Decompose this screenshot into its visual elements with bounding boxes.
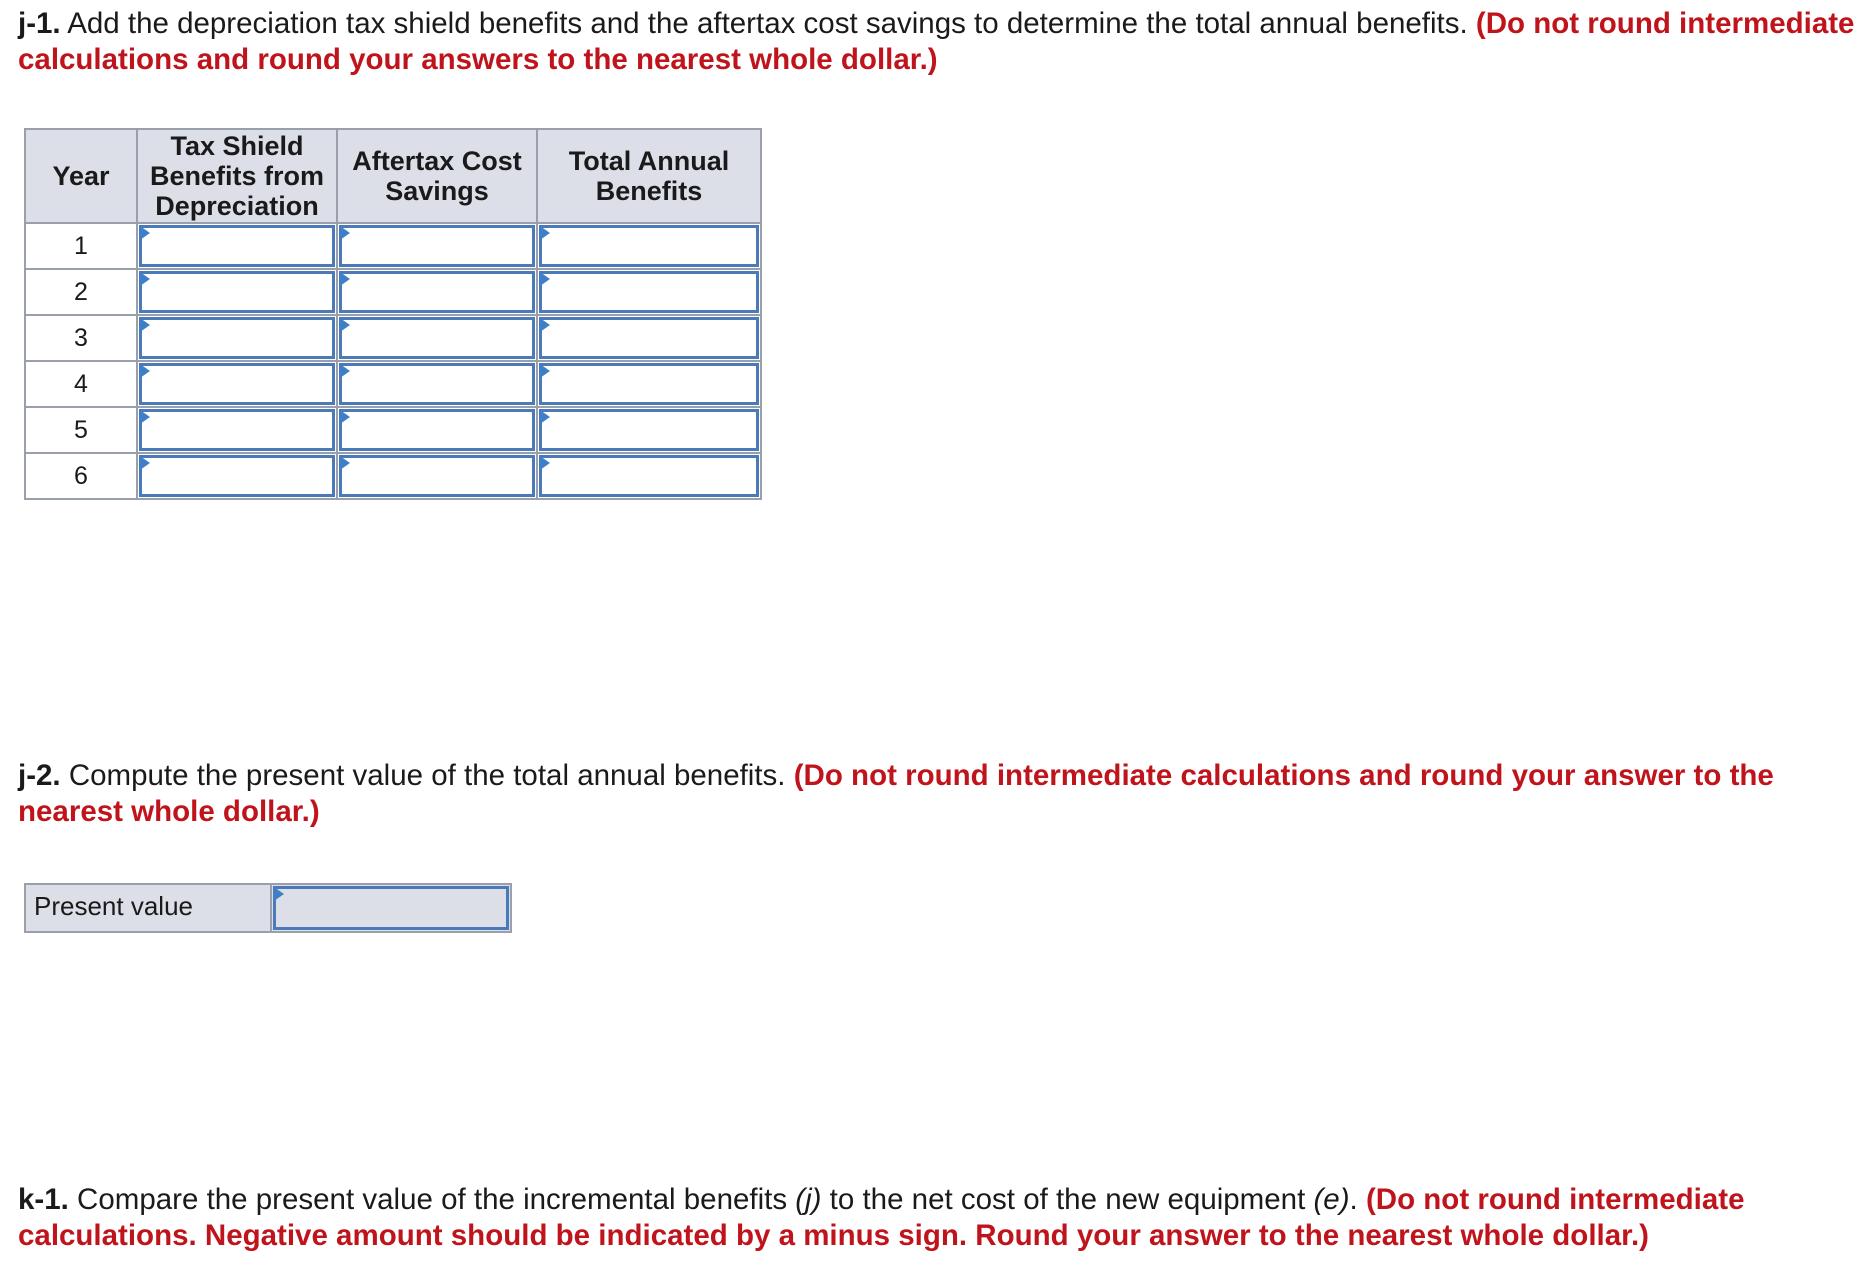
- instruction-note: (Do not round intermediate calculations and round your answers to the nearest whole dollar.): [18, 7, 1855, 76]
- aftertax-savings-input[interactable]: [337, 407, 537, 453]
- input-flag-icon: [140, 318, 150, 332]
- total-benefits-input[interactable]: [537, 269, 761, 315]
- input-box[interactable]: [139, 225, 335, 267]
- tax-shield-input[interactable]: [137, 361, 337, 407]
- aftertax-savings-input[interactable]: [337, 453, 537, 499]
- present-value-row: [24, 883, 512, 933]
- tax-shield-input[interactable]: [137, 269, 337, 315]
- input-box[interactable]: [339, 271, 535, 313]
- input-flag-icon: [340, 226, 350, 240]
- question-ref: (e): [1313, 1183, 1350, 1216]
- question-text: Compute the present value of the total annual benefits.: [60, 759, 794, 792]
- total-benefits-input[interactable]: [537, 361, 761, 407]
- instruction-note: (Do not round intermediate calculations and round your answer to the nearest whole dollar.): [18, 759, 1774, 828]
- header-aftertax-savings: Aftertax Cost Savings: [337, 129, 537, 223]
- input-box[interactable]: [139, 363, 335, 405]
- present-value-label: Present value: [26, 885, 272, 931]
- aftertax-savings-input[interactable]: [337, 361, 537, 407]
- header-tax-shield: Tax Shield Benefits from Depreciation: [137, 129, 337, 223]
- year-cell: 5: [25, 407, 137, 453]
- input-box[interactable]: [339, 317, 535, 359]
- question-label: k-1.: [18, 1183, 69, 1216]
- input-flag-icon: [140, 456, 150, 470]
- input-flag-icon: [540, 456, 550, 470]
- table-row: [25, 269, 761, 315]
- year-cell: 2: [25, 269, 137, 315]
- input-flag-icon: [340, 318, 350, 332]
- question-label: j-2.: [18, 759, 61, 792]
- question-text: to the net cost of the new equipment: [821, 1183, 1314, 1216]
- aftertax-savings-input[interactable]: [337, 269, 537, 315]
- input-flag-icon: [540, 364, 550, 378]
- input-box[interactable]: [539, 271, 759, 313]
- question-text: Compare the present value of the incremental benefits: [68, 1183, 796, 1216]
- input-flag-icon: [140, 272, 150, 286]
- input-flag-icon: [340, 456, 350, 470]
- table-row: [25, 223, 761, 269]
- instruction-note: (Do not round intermediate calculations. Negative amount should be indicated by a minus sign. Round your answer to the nearest whole dollar.): [18, 1183, 1745, 1252]
- question-j2: [18, 758, 1863, 830]
- table-row: [25, 315, 761, 361]
- total-benefits-input[interactable]: [537, 223, 761, 269]
- input-box[interactable]: [339, 225, 535, 267]
- input-flag-icon: [540, 226, 550, 240]
- input-box[interactable]: [339, 455, 535, 497]
- header-year: Year: [25, 129, 137, 223]
- aftertax-savings-input[interactable]: [337, 315, 537, 361]
- total-benefits-input[interactable]: [537, 315, 761, 361]
- input-box[interactable]: [339, 363, 535, 405]
- input-box[interactable]: [139, 455, 335, 497]
- input-box[interactable]: [339, 409, 535, 451]
- tax-shield-input[interactable]: [137, 223, 337, 269]
- present-value-input[interactable]: [272, 885, 510, 931]
- input-box[interactable]: [139, 271, 335, 313]
- header-total-benefits: Total Annual Benefits: [537, 129, 761, 223]
- input-box[interactable]: [139, 317, 335, 359]
- tax-shield-input[interactable]: [137, 315, 337, 361]
- aftertax-savings-input[interactable]: [337, 223, 537, 269]
- table-row: [25, 361, 761, 407]
- input-flag-icon: [540, 318, 550, 332]
- question-j1: [18, 6, 1863, 78]
- input-flag-icon: [340, 272, 350, 286]
- input-box[interactable]: [139, 409, 335, 451]
- year-cell: 6: [25, 453, 137, 499]
- table-row: [25, 407, 761, 453]
- input-box[interactable]: [539, 225, 759, 267]
- tax-shield-input[interactable]: [137, 407, 337, 453]
- question-ref: (j): [795, 1183, 822, 1216]
- table-row: [25, 453, 761, 499]
- input-box[interactable]: [273, 886, 509, 930]
- question-k1: [18, 1182, 1863, 1254]
- input-flag-icon: [140, 226, 150, 240]
- tax-shield-input[interactable]: [137, 453, 337, 499]
- question-label: j-1.: [18, 7, 61, 40]
- input-box[interactable]: [539, 317, 759, 359]
- input-flag-icon: [140, 364, 150, 378]
- total-benefits-input[interactable]: [537, 407, 761, 453]
- input-flag-icon: [340, 410, 350, 424]
- annual-benefits-table: [24, 128, 762, 500]
- year-cell: 4: [25, 361, 137, 407]
- year-cell: 3: [25, 315, 137, 361]
- input-box[interactable]: [539, 409, 759, 451]
- question-text: Add the depreciation tax shield benefits and the aftertax cost savings to determine the total annual benefits.: [60, 7, 1476, 40]
- input-flag-icon: [274, 887, 284, 901]
- input-flag-icon: [540, 272, 550, 286]
- input-box[interactable]: [539, 455, 759, 497]
- input-flag-icon: [340, 364, 350, 378]
- input-flag-icon: [140, 410, 150, 424]
- total-benefits-input[interactable]: [537, 453, 761, 499]
- input-box[interactable]: [539, 363, 759, 405]
- year-cell: 1: [25, 223, 137, 269]
- input-flag-icon: [540, 410, 550, 424]
- question-text: .: [1349, 1183, 1366, 1216]
